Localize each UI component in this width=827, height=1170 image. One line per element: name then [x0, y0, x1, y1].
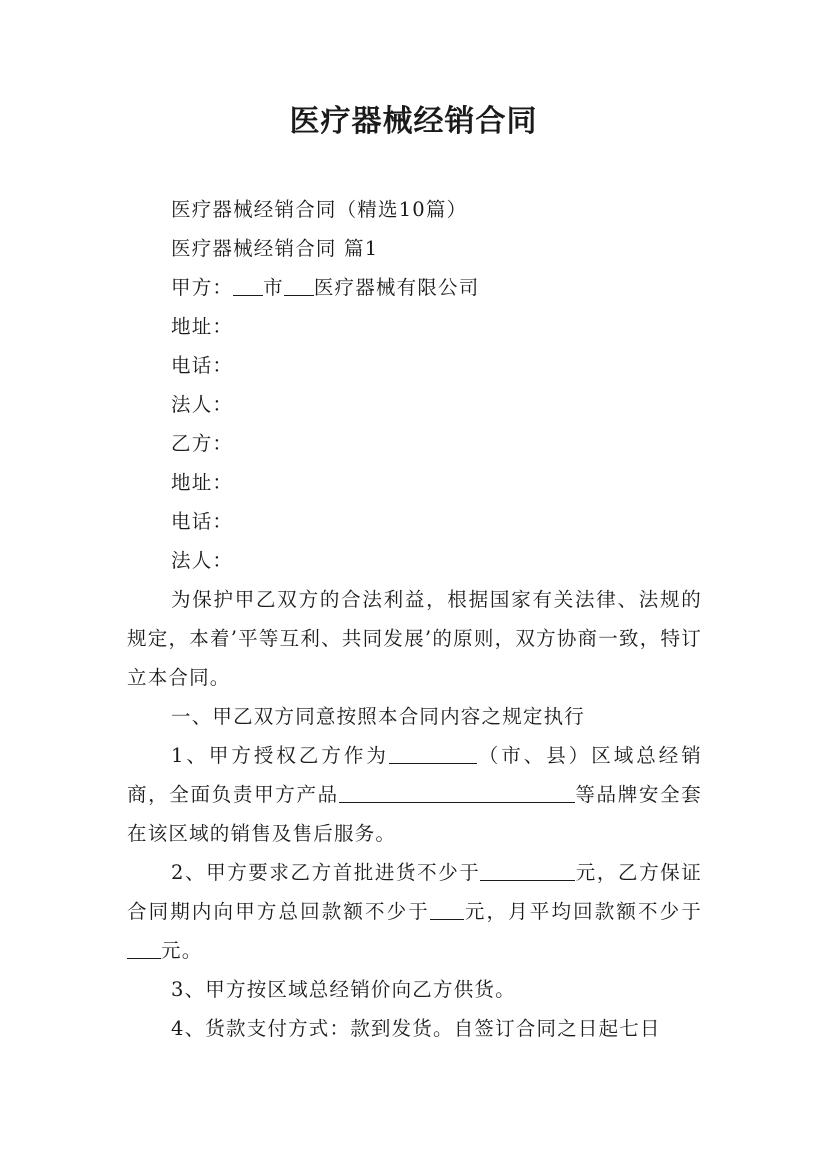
item-3-paragraph: 3、甲方按区域总经销价向乙方供货。 [171, 978, 516, 1001]
item-1-text-b: （市、县）区域总经销商，全面负责甲方产品 [127, 744, 702, 806]
party-a-phone: 电话： [171, 354, 234, 377]
document-subtitle: 医疗器械经销合同（精选10篇） [171, 198, 468, 221]
item-1-text-c: 等品牌安全套在该区域的销售及售后服务。 [127, 783, 702, 845]
party-a-address: 地址： [171, 315, 234, 338]
document-title: 医疗器械经销合同 [289, 104, 538, 139]
party-a-city-suffix: 市 [263, 276, 284, 299]
product-blank [339, 783, 575, 804]
document-body [127, 190, 702, 1048]
item-2-text-c: 元，月平均回款额不少于 [463, 900, 702, 923]
party-b-address: 地址： [171, 471, 234, 494]
party-a-label: 甲方： [171, 276, 234, 299]
item-2-text-b: 元，乙方保证合同期内向甲方总回款额不少于 [127, 861, 702, 923]
section-heading: 医疗器械经销合同 篇1 [171, 237, 379, 260]
preamble-paragraph: 为保护甲乙双方的合法利益，根据国家有关法律、法规的规定，本着’平等互利、共同发展’的原则，双方协商一致，特订立本合同。 [127, 588, 702, 689]
party-a-company-suffix: 医疗器械有限公司 [313, 276, 480, 299]
item-4-paragraph: 4、货款支付方式：款到发货。自签订合同之日起七日 [171, 1017, 661, 1040]
monthly-payment-blank [127, 939, 161, 960]
item-1-text-a: 1、甲方授权乙方作为 [171, 744, 389, 767]
party-a-legal: 法人： [171, 393, 234, 416]
item-2-text-a: 2、甲方要求乙方首批进货不少于 [171, 861, 481, 884]
item-2-paragraph [127, 853, 702, 970]
total-payment-blank [430, 900, 464, 921]
item-1-paragraph [127, 736, 702, 853]
region-blank [389, 744, 477, 765]
company-blank [284, 276, 314, 297]
city-blank [233, 276, 263, 297]
item-2-text-d: 元。 [161, 939, 203, 962]
party-b-label: 乙方： [171, 432, 234, 455]
party-a-line [127, 268, 702, 307]
party-b-legal: 法人： [171, 549, 234, 572]
first-order-blank [480, 861, 575, 882]
party-b-phone: 电话： [171, 510, 234, 533]
clause-1-heading: 一、甲乙双方同意按照本合同内容之规定执行 [171, 705, 586, 728]
